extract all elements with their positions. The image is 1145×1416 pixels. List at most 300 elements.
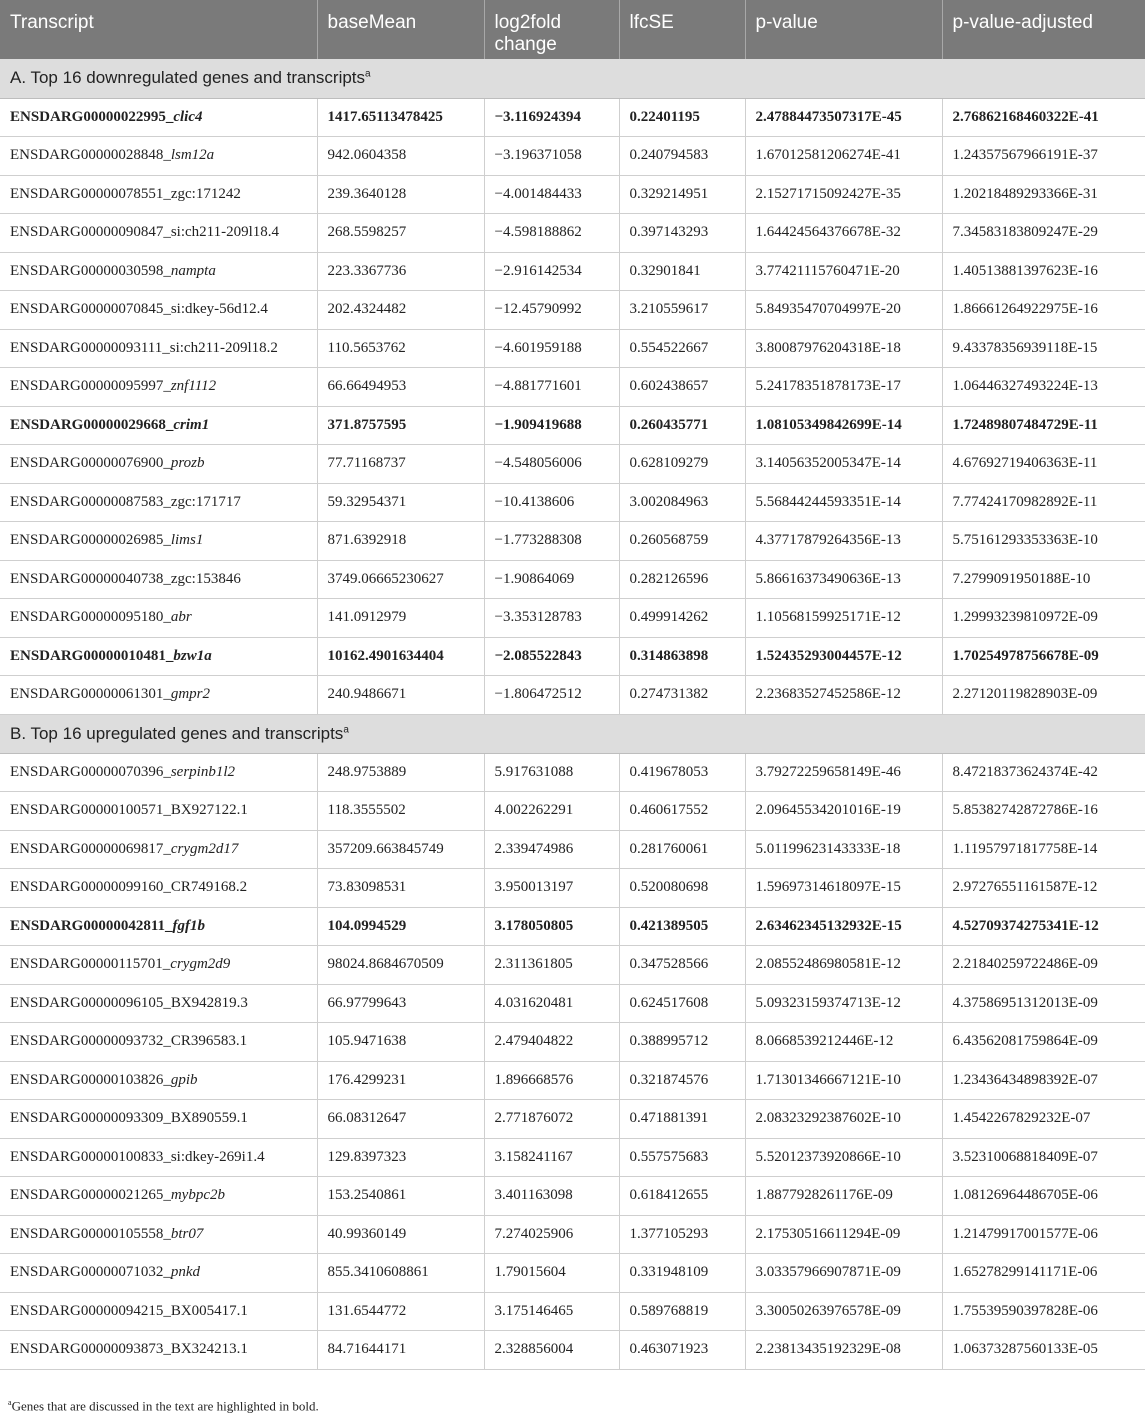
table-row [0, 753, 1145, 792]
p-value-adjusted-cell: 8.47218373624374E-42 [942, 753, 1145, 792]
log2fold-change-cell: 2.311361805 [484, 946, 619, 985]
transcript-id: ENSDARG00000087583_ [10, 493, 171, 510]
gene-name: abr [170, 609, 192, 626]
transcript-cell [0, 869, 317, 908]
p-value-adjusted-cell: 4.37586951312013E-09 [942, 984, 1145, 1023]
transcript-cell [0, 291, 317, 330]
basemean-cell: 176.4299231 [317, 1061, 484, 1100]
gene-name: znf1112 [170, 378, 217, 395]
transcript-cell [0, 175, 317, 214]
log2fold-change-cell: 2.328856004 [484, 1331, 619, 1370]
log2fold-change-cell: −4.001484433 [484, 175, 619, 214]
table-footnote [8, 1398, 319, 1414]
table-row [0, 637, 1145, 676]
p-value-cell: 2.23683527452586E-12 [745, 676, 942, 715]
transcript-id: ENSDARG00000070396_ [10, 763, 171, 780]
table-body [0, 59, 1145, 1369]
transcript-cell [0, 1023, 317, 1062]
lfcse-cell: 3.210559617 [619, 291, 745, 330]
p-value-adjusted-cell: 4.67692719406363E-11 [942, 445, 1145, 484]
log2fold-change-cell: −3.196371058 [484, 137, 619, 176]
transcript-id: ENSDARG00000061301_ [10, 686, 171, 703]
section-footnote-marker: a [365, 68, 371, 80]
transcript-id: ENSDARG00000029668_ [10, 416, 174, 433]
table-row [0, 946, 1145, 985]
header-transcript: Transcript [0, 0, 317, 59]
p-value-adjusted-cell: 5.75161293353363E-10 [942, 522, 1145, 561]
transcript-id: ENSDARG00000095180_ [10, 609, 171, 626]
transcript-id: ENSDARG00000042811_ [10, 917, 173, 934]
p-value-adjusted-cell: 1.70254978756678E-09 [942, 637, 1145, 676]
basemean-cell: 66.08312647 [317, 1100, 484, 1139]
p-value-adjusted-cell: 1.40513881397623E-16 [942, 252, 1145, 291]
p-value-adjusted-cell: 7.77424170982892E-11 [942, 483, 1145, 522]
transcript-cell [0, 1215, 317, 1254]
transcript-id: ENSDARG00000026985_ [10, 532, 171, 549]
lfcse-cell: 0.331948109 [619, 1254, 745, 1293]
basemean-cell: 84.71644171 [317, 1331, 484, 1370]
basemean-cell: 371.8757595 [317, 406, 484, 445]
lfcse-cell: 0.602438657 [619, 368, 745, 407]
log2fold-change-cell: 1.896668576 [484, 1061, 619, 1100]
log2fold-change-cell: 2.339474986 [484, 830, 619, 869]
basemean-cell: 1417.65113478425 [317, 98, 484, 137]
lfcse-cell: 3.002084963 [619, 483, 745, 522]
p-value-adjusted-cell: 6.43562081759864E-09 [942, 1023, 1145, 1062]
log2fold-change-cell: 2.479404822 [484, 1023, 619, 1062]
log2fold-change-cell: −4.598188862 [484, 214, 619, 253]
transcript-id: ENSDARG00000094215_ [10, 1302, 171, 1319]
transcript-id: ENSDARG00000078551_ [10, 185, 171, 202]
table-row [0, 1254, 1145, 1293]
transcript-id: ENSDARG00000028848_ [10, 147, 171, 164]
p-value-adjusted-cell: 1.86661264922975E-16 [942, 291, 1145, 330]
p-value-cell: 1.71301346667121E-10 [745, 1061, 942, 1100]
section-title-text: A. Top 16 downregulated genes and transcripts [10, 68, 366, 88]
p-value-adjusted-cell: 1.21479917001577E-06 [942, 1215, 1145, 1254]
gene-name: BX927122.1 [170, 802, 248, 819]
p-value-cell: 2.17530516611294E-09 [745, 1215, 942, 1254]
transcript-cell [0, 599, 317, 638]
transcript-id: ENSDARG00000070845_ [10, 301, 171, 318]
table-row [0, 1292, 1145, 1331]
p-value-adjusted-cell: 4.52709374275341E-12 [942, 907, 1145, 946]
log2fold-change-cell: 3.950013197 [484, 869, 619, 908]
p-value-cell: 2.47884473507317E-45 [745, 98, 942, 137]
gene-name: BX890559.1 [170, 1110, 248, 1127]
lfcse-cell: 0.314863898 [619, 637, 745, 676]
basemean-cell: 66.97799643 [317, 984, 484, 1023]
p-value-cell: 3.80087976204318E-18 [745, 329, 942, 368]
log2fold-change-cell: −1.909419688 [484, 406, 619, 445]
table-row [0, 1023, 1145, 1062]
table-row [0, 175, 1145, 214]
gene-name: CR396583.1 [170, 1033, 248, 1050]
log2fold-change-cell: 7.274025906 [484, 1215, 619, 1254]
lfcse-cell: 0.347528566 [619, 946, 745, 985]
lfcse-cell: 0.463071923 [619, 1331, 745, 1370]
p-value-adjusted-cell: 2.21840259722486E-09 [942, 946, 1145, 985]
log2fold-change-cell: −2.916142534 [484, 252, 619, 291]
basemean-cell: 202.4324482 [317, 291, 484, 330]
header-p-value-adjusted: p-value-adjusted [942, 0, 1145, 59]
section-header-row [0, 59, 1145, 98]
log2fold-change-cell: −1.773288308 [484, 522, 619, 561]
table-row [0, 1100, 1145, 1139]
lfcse-cell: 0.471881391 [619, 1100, 745, 1139]
p-value-cell: 3.30050263976578E-09 [745, 1292, 942, 1331]
p-value-cell: 5.84935470704997E-20 [745, 291, 942, 330]
transcript-id: ENSDARG00000021265_ [10, 1187, 171, 1204]
p-value-adjusted-cell: 5.85382742872786E-16 [942, 792, 1145, 831]
p-value-cell: 2.15271715092427E-35 [745, 175, 942, 214]
lfcse-cell: 0.321874576 [619, 1061, 745, 1100]
p-value-adjusted-cell: 1.11957971817758E-14 [942, 830, 1145, 869]
gene-name: zgc:171717 [170, 493, 241, 510]
basemean-cell: 129.8397323 [317, 1138, 484, 1177]
transcript-cell [0, 1061, 317, 1100]
transcript-cell [0, 637, 317, 676]
transcript-id: ENSDARG00000069817_ [10, 840, 171, 857]
transcript-cell [0, 522, 317, 561]
transcript-cell [0, 1292, 317, 1331]
section-title-text: B. Top 16 upregulated genes and transcripts [10, 723, 344, 743]
transcript-cell [0, 1254, 317, 1293]
p-value-adjusted-cell: 1.72489807484729E-11 [942, 406, 1145, 445]
transcript-id: ENSDARG00000010481_ [10, 647, 174, 664]
transcript-cell [0, 830, 317, 869]
basemean-cell: 10162.4901634404 [317, 637, 484, 676]
lfcse-cell: 0.388995712 [619, 1023, 745, 1062]
p-value-cell: 5.56844244593351E-14 [745, 483, 942, 522]
footnote-text: Genes that are discussed in the text are highlighted in bold. [11, 1398, 319, 1414]
p-value-adjusted-cell: 1.06373287560133E-05 [942, 1331, 1145, 1370]
transcript-id: ENSDARG00000099160_ [10, 879, 171, 896]
basemean-cell: 153.2540861 [317, 1177, 484, 1216]
p-value-cell: 5.52012373920866E-10 [745, 1138, 942, 1177]
gene-name: gpib [170, 1071, 198, 1088]
p-value-cell: 2.09645534201016E-19 [745, 792, 942, 831]
p-value-adjusted-cell: 1.4542267829232E-07 [942, 1100, 1145, 1139]
table-row [0, 522, 1145, 561]
basemean-cell: 855.3410608861 [317, 1254, 484, 1293]
log2fold-change-cell: 4.002262291 [484, 792, 619, 831]
table-row [0, 137, 1145, 176]
log2fold-change-cell: −10.4138606 [484, 483, 619, 522]
lfcse-cell: 0.281760061 [619, 830, 745, 869]
gene-name: lsm12a [170, 147, 215, 164]
basemean-cell: 73.83098531 [317, 869, 484, 908]
basemean-cell: 77.71168737 [317, 445, 484, 484]
table-row [0, 830, 1145, 869]
p-value-cell: 3.03357966907871E-09 [745, 1254, 942, 1293]
lfcse-cell: 0.421389505 [619, 907, 745, 946]
p-value-cell: 5.86616373490636E-13 [745, 560, 942, 599]
basemean-cell: 40.99360149 [317, 1215, 484, 1254]
p-value-cell: 3.77421115760471E-20 [745, 252, 942, 291]
p-value-adjusted-cell: 1.24357567966191E-37 [942, 137, 1145, 176]
p-value-cell: 5.24178351878173E-17 [745, 368, 942, 407]
log2fold-change-cell: 2.771876072 [484, 1100, 619, 1139]
lfcse-cell: 0.499914262 [619, 599, 745, 638]
p-value-adjusted-cell: 1.65278299141171E-06 [942, 1254, 1145, 1293]
p-value-cell: 1.59697314618097E-15 [745, 869, 942, 908]
lfcse-cell: 0.32901841 [619, 252, 745, 291]
transcript-cell [0, 1138, 317, 1177]
p-value-adjusted-cell: 1.29993239810972E-09 [942, 599, 1145, 638]
basemean-cell: 118.3555502 [317, 792, 484, 831]
basemean-cell: 240.9486671 [317, 676, 484, 715]
transcript-id: ENSDARG00000030598_ [10, 262, 171, 279]
log2fold-change-cell: −4.601959188 [484, 329, 619, 368]
table-row [0, 676, 1145, 715]
transcript-id: ENSDARG00000040738_ [10, 570, 171, 587]
basemean-cell: 66.66494953 [317, 368, 484, 407]
log2fold-change-cell: 4.031620481 [484, 984, 619, 1023]
lfcse-cell: 0.628109279 [619, 445, 745, 484]
p-value-adjusted-cell: 2.97276551161587E-12 [942, 869, 1145, 908]
basemean-cell: 239.3640128 [317, 175, 484, 214]
lfcse-cell: 0.260568759 [619, 522, 745, 561]
gene-name: gmpr2 [170, 686, 211, 703]
transcript-cell [0, 1177, 317, 1216]
log2fold-change-cell: −1.90864069 [484, 560, 619, 599]
transcript-id: ENSDARG00000095997_ [10, 378, 171, 395]
transcript-id: ENSDARG00000115701_ [10, 956, 171, 973]
log2fold-change-cell: −4.881771601 [484, 368, 619, 407]
table-row [0, 1215, 1145, 1254]
table-row [0, 792, 1145, 831]
log2fold-change-cell: 1.79015604 [484, 1254, 619, 1293]
basemean-cell: 942.0604358 [317, 137, 484, 176]
basemean-cell: 268.5598257 [317, 214, 484, 253]
table-row [0, 560, 1145, 599]
lfcse-cell: 0.460617552 [619, 792, 745, 831]
gene-name: bzw1a [173, 647, 212, 664]
transcript-cell [0, 792, 317, 831]
gene-name: crygm2d17 [170, 840, 239, 857]
gene-name: zgc:171242 [170, 185, 241, 202]
p-value-cell: 2.08323292387602E-10 [745, 1100, 942, 1139]
log2fold-change-cell: 3.401163098 [484, 1177, 619, 1216]
basemean-cell: 110.5653762 [317, 329, 484, 368]
gene-name: mybpc2b [170, 1187, 225, 1204]
lfcse-cell: 0.240794583 [619, 137, 745, 176]
gene-name: prozb [170, 455, 205, 472]
gene-name: si:ch211-209l18.2 [169, 339, 278, 356]
transcript-id: ENSDARG00000103826_ [10, 1071, 171, 1088]
table-row [0, 483, 1145, 522]
lfcse-cell: 0.554522667 [619, 329, 745, 368]
transcript-cell [0, 984, 317, 1023]
lfcse-cell: 0.260435771 [619, 406, 745, 445]
p-value-cell: 3.14056352005347E-14 [745, 445, 942, 484]
basemean-cell: 141.0912979 [317, 599, 484, 638]
lfcse-cell: 0.520080698 [619, 869, 745, 908]
table-row [0, 406, 1145, 445]
transcript-cell [0, 676, 317, 715]
p-value-cell: 2.63462345132932E-15 [745, 907, 942, 946]
transcript-id: ENSDARG00000096105_ [10, 994, 171, 1011]
p-value-cell: 5.09323159374713E-12 [745, 984, 942, 1023]
p-value-adjusted-cell: 7.2799091950188E-10 [942, 560, 1145, 599]
p-value-adjusted-cell: 3.52310068818409E-07 [942, 1138, 1145, 1177]
transcript-id: ENSDARG00000100571_ [10, 802, 171, 819]
header-row [0, 0, 1145, 59]
transcript-id: ENSDARG00000100833_ [10, 1148, 171, 1165]
transcript-id: ENSDARG00000093111_ [10, 339, 170, 356]
log2fold-change-cell: 5.917631088 [484, 753, 619, 792]
header-p-value: p-value [745, 0, 942, 59]
transcript-cell [0, 753, 317, 792]
p-value-adjusted-cell: 2.76862168460322E-41 [942, 98, 1145, 137]
lfcse-cell: 1.377105293 [619, 1215, 745, 1254]
basemean-cell: 3749.06665230627 [317, 560, 484, 599]
p-value-cell: 1.8877928261176E-09 [745, 1177, 942, 1216]
table-row [0, 252, 1145, 291]
basemean-cell: 104.0994529 [317, 907, 484, 946]
log2fold-change-cell: −2.085522843 [484, 637, 619, 676]
p-value-cell: 4.37717879264356E-13 [745, 522, 942, 561]
lfcse-cell: 0.22401195 [619, 98, 745, 137]
gene-name: BX005417.1 [170, 1302, 248, 1319]
table-row [0, 1177, 1145, 1216]
p-value-adjusted-cell: 2.27120119828903E-09 [942, 676, 1145, 715]
p-value-cell: 1.52435293004457E-12 [745, 637, 942, 676]
gene-name: zgc:153846 [170, 570, 241, 587]
transcript-cell [0, 946, 317, 985]
lfcse-cell: 0.329214951 [619, 175, 745, 214]
table-row [0, 291, 1145, 330]
gene-name: lims1 [170, 532, 204, 549]
log2fold-change-cell: −3.353128783 [484, 599, 619, 638]
table-row [0, 214, 1145, 253]
gene-name: si:dkey-269i1.4 [170, 1148, 265, 1165]
section-title [0, 714, 1145, 753]
gene-name: serpinb1l2 [170, 763, 236, 780]
p-value-cell: 1.67012581206274E-41 [745, 137, 942, 176]
log2fold-change-cell: −3.116924394 [484, 98, 619, 137]
table-row [0, 907, 1145, 946]
header-lfcse: lfcSE [619, 0, 745, 59]
lfcse-cell: 0.624517608 [619, 984, 745, 1023]
table-row [0, 329, 1145, 368]
section-footnote-marker: a [343, 723, 349, 735]
gene-name: crygm2d9 [170, 956, 231, 973]
p-value-adjusted-cell: 7.34583183809247E-29 [942, 214, 1145, 253]
footnote-marker: a [8, 1398, 12, 1407]
log2fold-change-cell: 3.178050805 [484, 907, 619, 946]
log2fold-change-cell: −4.548056006 [484, 445, 619, 484]
lfcse-cell: 0.618412655 [619, 1177, 745, 1216]
lfcse-cell: 0.557575683 [619, 1138, 745, 1177]
p-value-cell: 1.64424564376678E-32 [745, 214, 942, 253]
transcript-cell [0, 329, 317, 368]
gene-name: BX324213.1 [170, 1341, 248, 1358]
table-row [0, 1331, 1145, 1370]
log2fold-change-cell: 3.158241167 [484, 1138, 619, 1177]
p-value-adjusted-cell: 1.08126964486705E-06 [942, 1177, 1145, 1216]
p-value-adjusted-cell: 1.75539590397828E-06 [942, 1292, 1145, 1331]
transcript-id: ENSDARG00000093873_ [10, 1341, 171, 1358]
gene-name: BX942819.3 [170, 994, 248, 1011]
lfcse-cell: 0.397143293 [619, 214, 745, 253]
p-value-cell: 2.23813435192329E-08 [745, 1331, 942, 1370]
lfcse-cell: 0.274731382 [619, 676, 745, 715]
transcript-id: ENSDARG00000093732_ [10, 1033, 171, 1050]
transcript-cell [0, 137, 317, 176]
p-value-cell: 8.0668539212446E-12 [745, 1023, 942, 1062]
basemean-cell: 98024.8684670509 [317, 946, 484, 985]
section-header-row [0, 714, 1145, 753]
p-value-cell: 1.10568159925171E-12 [745, 599, 942, 638]
gene-name: CR749168.2 [170, 879, 248, 896]
transcript-id: ENSDARG00000093309_ [10, 1110, 171, 1127]
transcript-cell [0, 1100, 317, 1139]
table-row [0, 1138, 1145, 1177]
p-value-adjusted-cell: 1.23436434898392E-07 [942, 1061, 1145, 1100]
basemean-cell: 223.3367736 [317, 252, 484, 291]
basemean-cell: 105.9471638 [317, 1023, 484, 1062]
lfcse-cell: 0.589768819 [619, 1292, 745, 1331]
log2fold-change-cell: −12.45790992 [484, 291, 619, 330]
basemean-cell: 248.9753889 [317, 753, 484, 792]
p-value-adjusted-cell: 9.43378356939118E-15 [942, 329, 1145, 368]
table-row [0, 984, 1145, 1023]
gene-name: si:dkey-56d12.4 [170, 301, 268, 318]
gene-name: fgf1b [172, 917, 206, 934]
transcript-cell [0, 214, 317, 253]
table-row [0, 1061, 1145, 1100]
p-value-cell: 1.08105349842699E-14 [745, 406, 942, 445]
lfcse-cell: 0.419678053 [619, 753, 745, 792]
p-value-cell: 2.08552486980581E-12 [745, 946, 942, 985]
transcript-cell [0, 907, 317, 946]
p-value-cell: 3.79272259658149E-46 [745, 753, 942, 792]
transcript-cell [0, 445, 317, 484]
transcript-cell [0, 98, 317, 137]
log2fold-change-cell: 3.175146465 [484, 1292, 619, 1331]
gene-name: nampta [170, 262, 216, 279]
transcript-id: ENSDARG00000105558_ [10, 1225, 171, 1242]
transcript-cell [0, 406, 317, 445]
header-basemean: baseMean [317, 0, 484, 59]
gene-name: si:ch211-209l18.4 [170, 224, 280, 241]
transcript-id: ENSDARG00000022995_ [10, 108, 174, 125]
gene-name: pnkd [170, 1264, 201, 1281]
section-title [0, 59, 1145, 98]
table-row [0, 98, 1145, 137]
p-value-adjusted-cell: 1.06446327493224E-13 [942, 368, 1145, 407]
basemean-cell: 59.32954371 [317, 483, 484, 522]
table-row [0, 445, 1145, 484]
gene-name: clic4 [173, 108, 203, 125]
gene-name: btr07 [170, 1225, 204, 1242]
table-row [0, 368, 1145, 407]
p-value-adjusted-cell: 1.20218489293366E-31 [942, 175, 1145, 214]
transcript-cell [0, 252, 317, 291]
transcript-id: ENSDARG00000090847_ [10, 224, 171, 241]
p-value-cell: 5.01199623143333E-18 [745, 830, 942, 869]
transcript-id: ENSDARG00000076900_ [10, 455, 171, 472]
transcript-id: ENSDARG00000071032_ [10, 1264, 171, 1281]
table-row [0, 869, 1145, 908]
basemean-cell: 357209.663845749 [317, 830, 484, 869]
header-log2fold-change: log2fold change [484, 0, 619, 59]
lfcse-cell: 0.282126596 [619, 560, 745, 599]
transcript-cell [0, 368, 317, 407]
transcript-cell [0, 483, 317, 522]
